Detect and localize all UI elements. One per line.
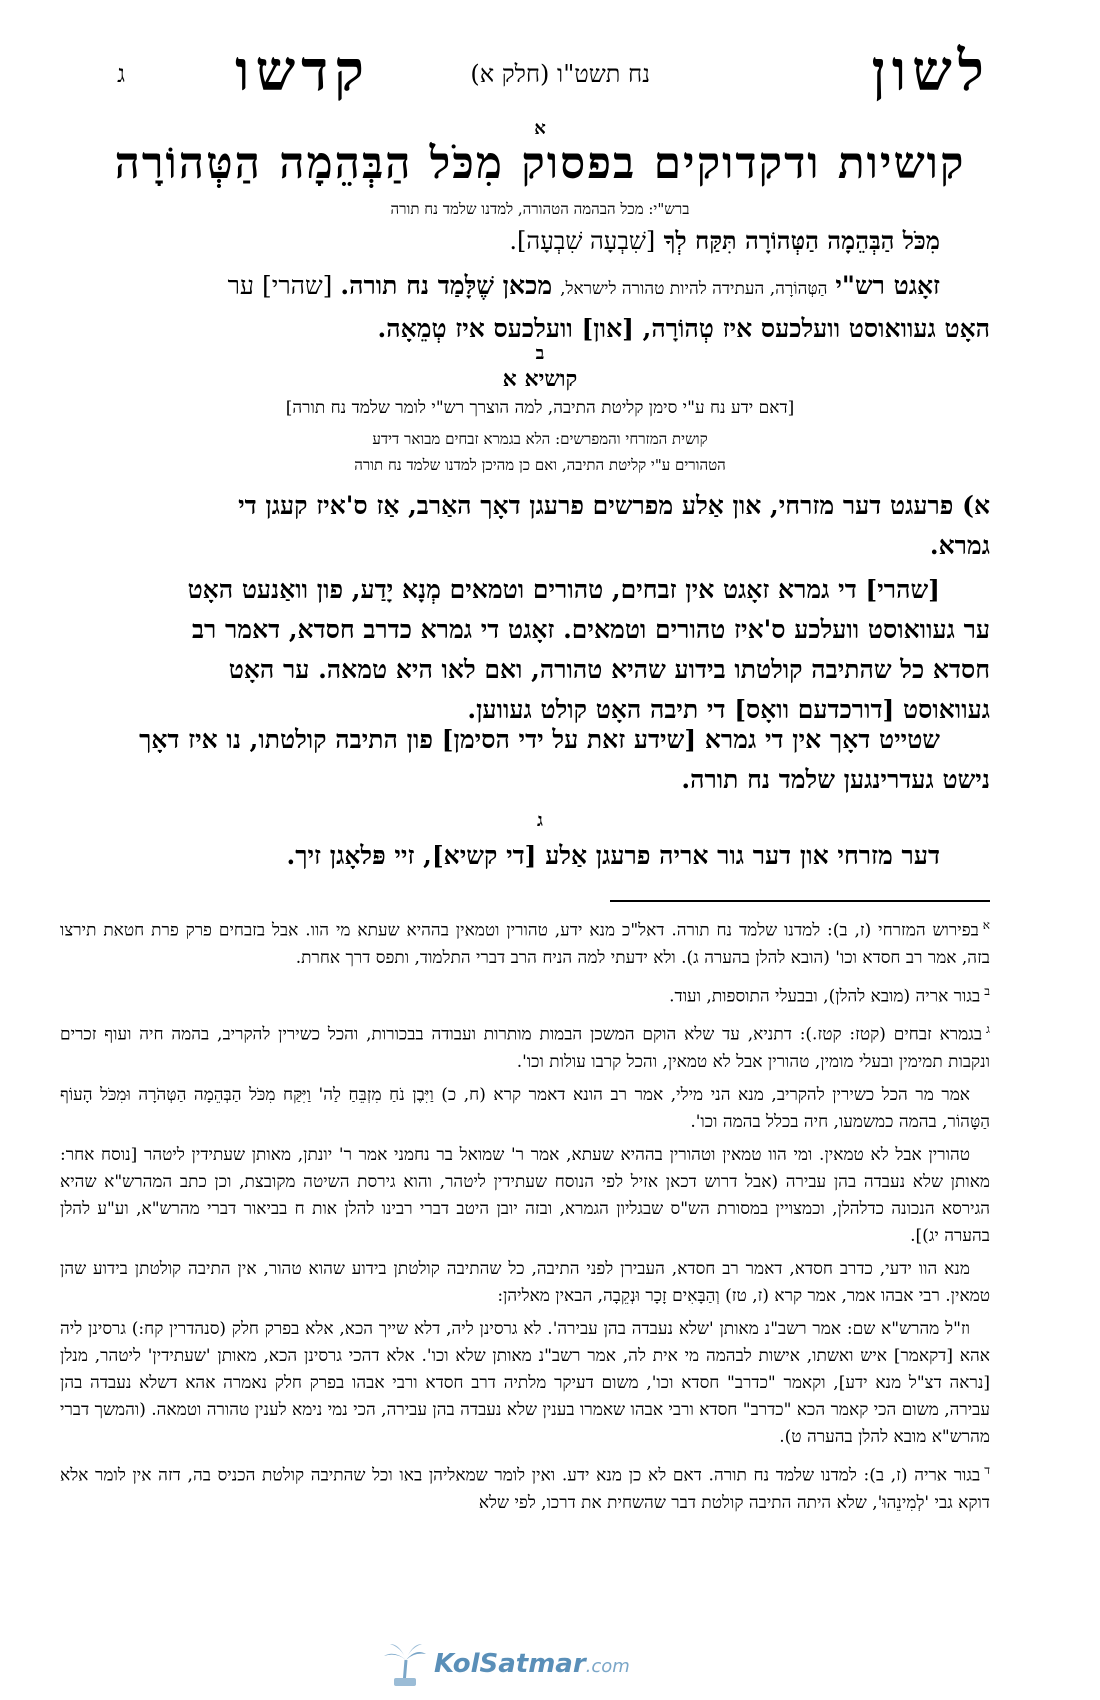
rashi-quote: הַטְּהוֹרָה, העתידה להיות טהורה לישראל, (560, 279, 828, 299)
footnote (60, 1016, 990, 1076)
footnote-mark: א (982, 918, 990, 932)
section-subtitle: ברש"י: מכל הבהמה הטהורה, למדנו שלמד נח תורה (390, 200, 690, 218)
footnote (60, 1457, 990, 1517)
verse-line (509, 226, 940, 256)
footnote-text: אמר מר הכל כשירין להקריב, מנא הני מילי, אמר רב הונא דאמר קרא (ח, כ) וַיִּבֶן נֹחַ מִזְבֵּחַ לַה' וַיִּקַּח מִכֹּל הַבְּהֵמָה הַטְּהֹרָה וּמִכֹּל הָעוֹף הַטָּהוֹר, בהמה כמשמעו, חיה בכלל בהמה וכו'. (60, 1084, 990, 1132)
palm-tree-icon (380, 1640, 428, 1688)
kushya-bracket: [דאם ידע נח ע"י סימן קליטת התיבה, למה הוצרך רש"י לומר שלמד נח תורה] (285, 398, 795, 418)
footnote (60, 978, 990, 1011)
paragraph-3-line-1: [שהרי] די גמרא זאָגט אין זבחים, טהורים וטמאים מְנָא יָדַע, פון וואַנעט האָט (187, 575, 940, 604)
footnote-text: בפירוש המזרחי (ז, ב): למדנו שלמד נח תורה. דאל"כ מנא ידע, טהורין וטמאין בההיא שעתא מי הוו. אבל בזבחים פרק פרת חטאת תירצו בזה, אמר רב חסדא וכו' (הובא להלן בהערה ג). ולא ידעתי למה הניח הרב דברי התלמוד, ותפס דרך אחרת. (60, 920, 990, 968)
paragraph-3-line-4: געוואוסט [דורכדעם וואָס] די תיבה האָט קולט געווען. (467, 695, 990, 724)
footnote-text: טהורין אבל לא טמאין. ומי הוו טמאין וטהורין בההיא שעתא, אמר ר' שמואל בר נחמני אמר ר' יונתן, מאותן שעתידין ליטהר [נוסח אחר: מאותן שלא נעבדה בהן עבירה (אבל דרוש דכאן אזיל לפי הנוסח שעתידין ליטהר, והוא גירסת השיטה מקובצת, וכן כתב המהרש"א שהיא הגירסא הנכונה כדלהלן, וכמצויין במסורת הש"ס שבגליון הגמרא, ובזה יובן היטב דברי רבינו להלן אות ח בביאור דברי מהרש"א, וע"ע להלן בהערה יג)]. (60, 1144, 990, 1246)
rashi-conclusion: מכאן שֶׁלָּמַד נח תורה. (340, 271, 553, 300)
footnote-text: מנא הוו ידעי, כדרב חסדא, דאמר רב חסדא, העבירן לפני התיבה, כל שהתיבה קולטתן בידוע שהוא טהור, אין התיבה קולטתן בידוע שהן טמאין. רבי אבהו אמר, אמר קרא (ז, טז) וְהַבָּאִים זָכָר וּנְקֵבָה, הבאין מאליהן: (60, 1258, 990, 1306)
paragraph-1-tail: [שהרי] ער (227, 271, 333, 300)
footnote (60, 1316, 990, 1451)
paragraph-1 (60, 266, 990, 349)
page (60, 0, 1020, 1700)
paragraph-2-line-2: גמרא. (929, 531, 990, 560)
footnote-text: בגור אריה (ז, ב): למדנו שלמד נח תורה. דאם לא כן מנא ידע. ואין לומר שמאליהן באו וכל שהתיבה קולטת הכניס בה, דזה אין לומר אלא דוקא גבי 'לְמִינֵהוּ', שלא היתה התיבה קולטת דבר שהשחית את דרכו, לפי שלא (60, 1465, 990, 1513)
section-title: קושיות ודקדוקים בפסוק מִכֹּל הַבְּהֵמָה הַטְּהוֹרָה (114, 138, 966, 189)
kushya-line-2: קושית המזרחי והמפרשים: הלא בגמרא זבחים מבואר דידע (372, 430, 708, 448)
footnote-text: בגמרא זבחים (קטז: קטז.): דתניא, עד שלא הוקם המשכן הבמות מותרות ועבודה בבכורות, והכל כשירין להקריב, בהמה חיה ועוף זכרים ונקבות תמימין ובעלי מומין, טהורין אבל לא טמאין, והכל קרבו עולות וכו'. (60, 1024, 990, 1072)
verse-text: מִכֹּל הַבְּהֵמָה הַטְּהוֹרָה תִּקַּח לְךָ (663, 226, 940, 255)
paragraph-1-line-1 (60, 266, 990, 309)
paragraph-2-line-1: א) פרעגט דער מזרחי, און אַלע מפרשים פרעגן דאָך האַרב, אַז ס'איז קעגן די (238, 491, 990, 520)
footnote-text: בגור אריה (מובא להלן), ובבעלי התוספות, ועוד. (669, 986, 981, 1007)
paragraph-2 (60, 486, 990, 566)
rashi-label: זאָגט רש"י (835, 271, 940, 300)
watermark-text (434, 1649, 630, 1679)
section-letter-b: ב (535, 343, 545, 364)
page-number: ג (117, 60, 125, 88)
footnote (60, 1082, 990, 1136)
watermark-brand: KolSatmar (434, 1649, 586, 1679)
verse-bracket: [שִׁבְעָה שִׁבְעָה]. (509, 227, 656, 255)
watermark-suffix: .com (585, 1656, 630, 1677)
section-letter-a: א (534, 118, 546, 139)
header-middle: נח תשט"ו (חלק א) (470, 60, 650, 88)
kushya-line-3: הטהורים ע"י קליטת התיבה, ואם כן מהיכן למדנו שלמד נח תורה (354, 456, 726, 474)
paragraph-3-line-2: ער געוואוסט וועלכע ס'איז טהורים וטמאים. זאָגט די גמרא כדרב חסדא, דאמר רב (191, 615, 990, 644)
footnotes (60, 912, 990, 1523)
footnote-mark: ב (984, 983, 990, 998)
paragraph-1-line-2: האָט געוואוסט וועלכעס איז טְהוֹרָה, [און] וועלכעס איז טְמֵאָה. (377, 314, 990, 343)
footnote-mark: ד (984, 1462, 990, 1477)
kolsatmar-watermark (380, 1640, 630, 1688)
section-letter-c: ג (537, 810, 543, 831)
paragraph-4-line-1: שטייט דאָך אין די גמרא [שידע זאת על ידי הסימן] פון התיבה קולטתו, נו איז דאָך (139, 725, 940, 754)
footnote-mark: ג (986, 1022, 990, 1037)
paragraph-4-line-2: נישט געדרינגען שלמד נח תורה. (681, 765, 990, 794)
kushya-title: קושיא א (502, 366, 578, 392)
header-left-word: קדשו (235, 38, 370, 104)
footnote-text: וז"ל מהרש"א שם: אמר רשב"נ מאותן 'שלא נעבדה בהן עבירה'. לא גרסינן ליה, דלא שייך הכא, אלא בפרק חלק (סנהדרין קח:) גרסינן ליה אהא [דקאמר] איש ואשתו, אישות לבהמה מי אית לה, אמר רשב"נ מאותן שלא וכו'. אלא דהכי גרסינן הכא, מאותן 'שעתידין' ליטהר, מנלן [נראה דצ"ל מנא ידע], וקאמר "כדרב" חסדא וכו', משום דעיקר מלתיה דרב חסדא ורבי אבהו בפרק חלק נאמרה אהא דשלא נעבדה בהן עבירה, משום הכי קאמר הכא "כדרב" חסדא ורבי אבהו שאמרו בענין שלא נעבדה בהן עבירה, הכי נמי נימא לענין טהורה וטמאה. (והמשך דברי מהרש"א מובא להלן בהערה ט). (60, 1318, 990, 1447)
footnote-divider (610, 900, 990, 902)
footnote (60, 912, 990, 972)
paragraph-3-line-3: חסדא כל שהתיבה קולטתו בידוע שהיא טהורה, ואם לאו היא טמאה. ער האָט (228, 655, 990, 684)
paragraph-4 (60, 720, 990, 800)
header-right-word: לשון (871, 38, 990, 104)
footnote (60, 1142, 990, 1250)
footnote (60, 1256, 990, 1310)
section-c-line: דער מזרחי און דער גור אריה פרעגן אַלע [די קשיא], זיי פּלאָגן זיך. (286, 841, 940, 870)
paragraph-3 (60, 570, 990, 730)
